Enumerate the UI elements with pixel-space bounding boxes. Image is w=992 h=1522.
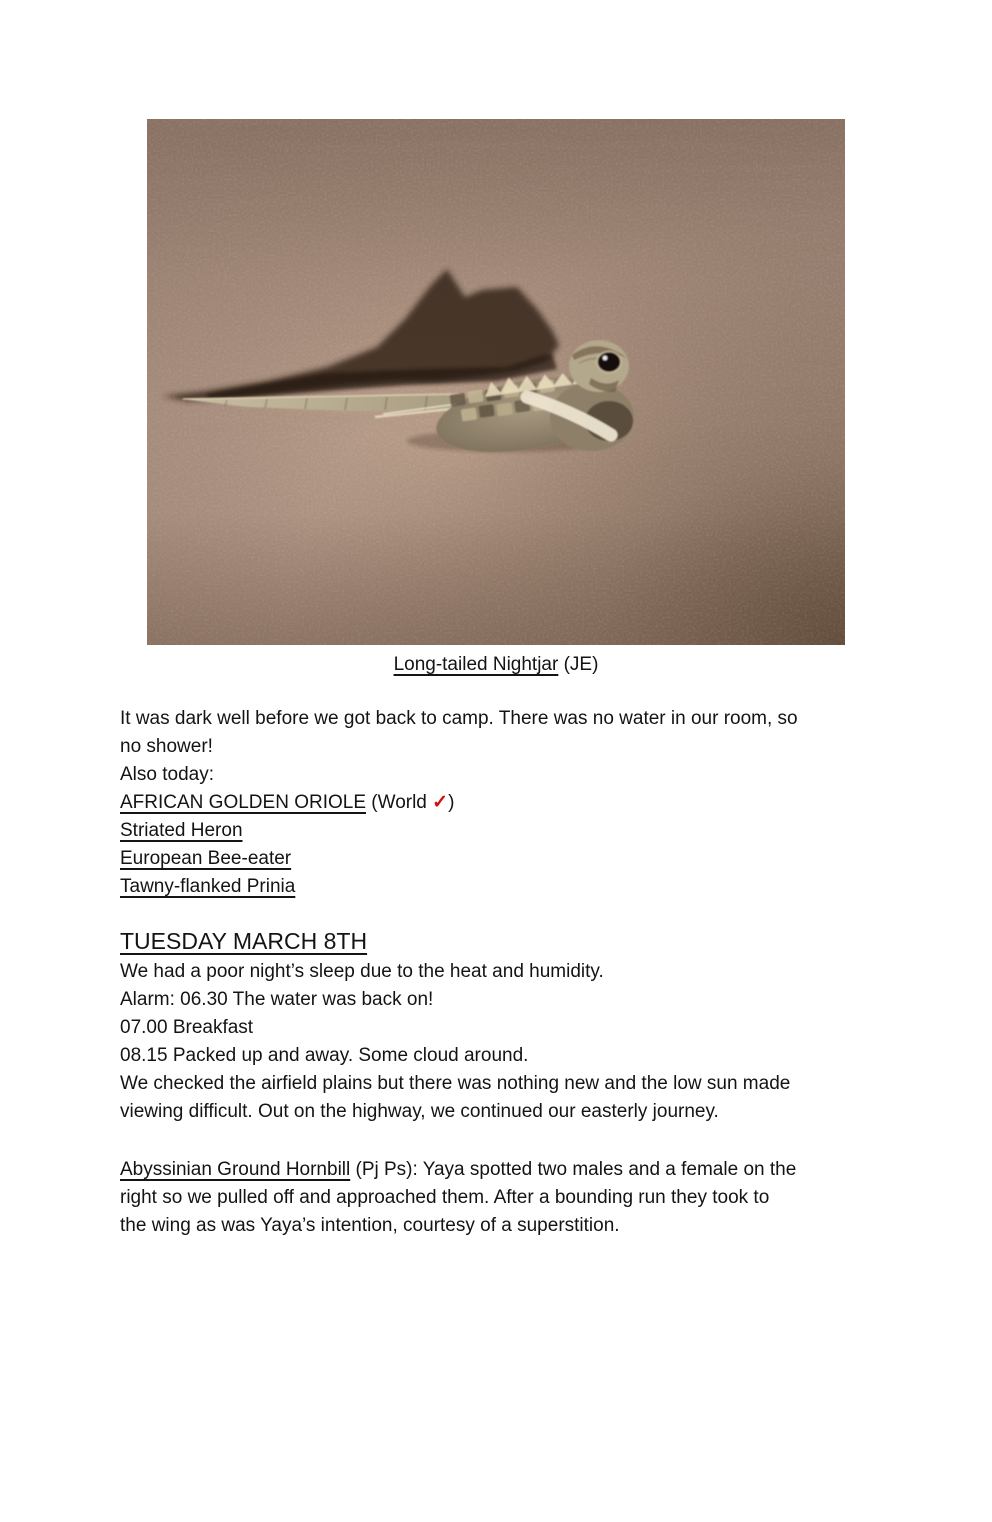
day-line-3: 07.00 Breakfast	[120, 1017, 254, 1038]
day-line-1: We had a poor night’s sleep due to the heat and humidity.	[120, 961, 604, 982]
species-line-european-bee-eater	[120, 845, 890, 873]
species-name-hornbill: Abyssinian Ground Hornbill	[120, 1159, 351, 1180]
bird-eye	[597, 352, 621, 373]
intro-block	[120, 705, 890, 901]
oriole-world-prefix: (World	[366, 792, 433, 813]
hornbill-line-2: right so we pulled off and approached them. After a bounding run they took to	[120, 1187, 770, 1208]
day-line-4: 08.15 Packed up and away. Some cloud around.	[120, 1045, 529, 1066]
hornbill-block	[120, 1156, 890, 1240]
photo-caption-species: Long-tailed Nightjar	[393, 654, 559, 675]
hornbill-line-1-rest: (Pj Ps): Yaya spotted two males and a female on the	[350, 1159, 797, 1180]
nightjar-photo-figure	[147, 119, 845, 679]
species-name-striated-heron: Striated Heron	[120, 820, 243, 841]
species-line-striated-heron	[120, 817, 890, 845]
body-text	[120, 705, 890, 1240]
species-name-tawny-flanked-prinia: Tawny-flanked Prinia	[120, 876, 296, 897]
hornbill-line-1	[120, 1156, 890, 1184]
ground-texture	[147, 119, 845, 645]
intro-line-2: no shower!	[120, 736, 213, 757]
bird-head	[569, 340, 629, 392]
day-line-5: We checked the airfield plains but there was nothing new and the low sun made	[120, 1073, 791, 1094]
intro-line-1: It was dark well before we got back to camp. There was no water in our room, so	[120, 708, 798, 729]
day-line-2: Alarm: 06.30 The water was back on!	[120, 989, 434, 1010]
hornbill-line-3: the wing as was Yaya’s intention, courtesy of a superstition.	[120, 1215, 620, 1236]
red-check-icon: ✓	[432, 792, 449, 813]
species-name-european-bee-eater: European Bee-eater	[120, 848, 292, 869]
nightjar-photo	[147, 119, 845, 645]
photo-caption-credit: (JE)	[558, 654, 599, 675]
day-heading: TUESDAY MARCH 8TH	[120, 928, 368, 954]
photo-caption	[147, 651, 845, 679]
oriole-world-suffix: )	[448, 792, 455, 813]
species-name-oriole: AFRICAN GOLDEN ORIOLE	[120, 792, 366, 813]
day-block	[120, 958, 890, 1126]
day-line-6: viewing difficult. Out on the highway, we continued our easterly journey.	[120, 1101, 719, 1122]
species-line-african-golden-oriole	[120, 789, 890, 817]
document-page	[0, 119, 992, 1240]
also-today-label: Also today:	[120, 764, 214, 785]
species-line-tawny-flanked-prinia	[120, 873, 890, 901]
